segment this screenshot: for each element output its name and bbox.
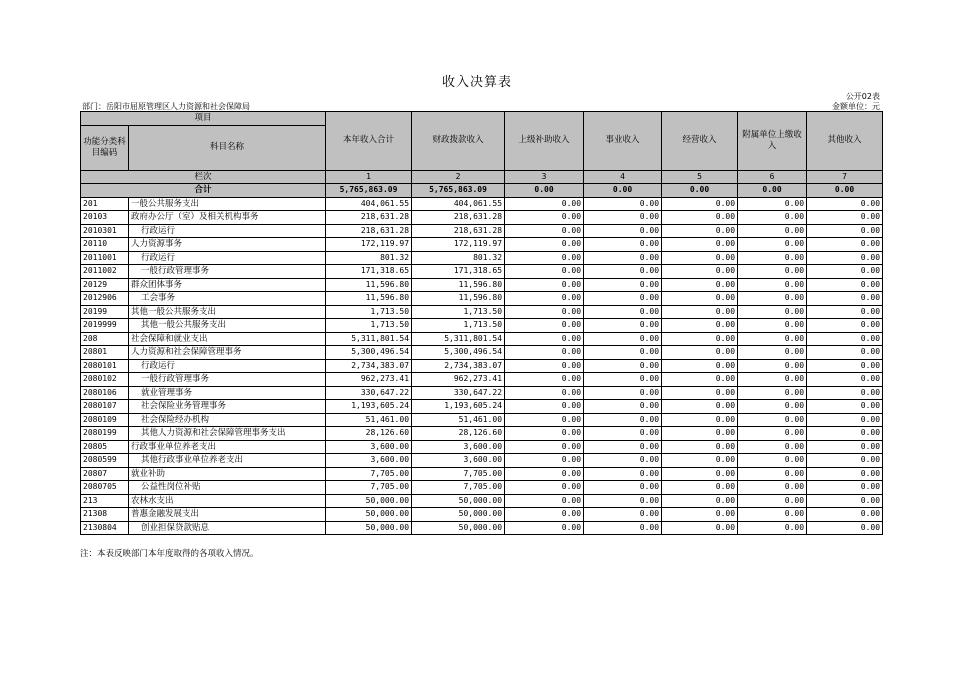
total-value: 0.00 [505,184,584,198]
row-value: 404,061.55 [326,197,412,211]
table-row [81,494,883,508]
row-value: 0.00 [662,211,738,225]
row-value: 0.00 [662,413,738,427]
header-col-3: 上级补助收入 [505,112,584,171]
row-value: 0.00 [584,494,662,508]
row-value: 0.00 [807,319,883,333]
row-value: 0.00 [738,386,807,400]
row-value: 1,713.50 [326,319,412,333]
table-row [81,508,883,522]
row-value: 0.00 [807,197,883,211]
row-value: 0.00 [662,386,738,400]
row-value: 0.00 [662,359,738,373]
row-value: 0.00 [584,238,662,252]
row-value: 0.00 [662,508,738,522]
total-value: 5,765,863.09 [326,184,412,198]
table-row [81,197,883,211]
row-name: 政府办公厅（室）及相关机构事务 [129,211,326,225]
row-value: 330,647.22 [412,386,505,400]
row-code: 20110 [81,238,129,252]
row-name: 行政运行 [129,251,326,265]
row-value: 7,705.00 [412,481,505,495]
row-value: 0.00 [738,197,807,211]
row-value: 0.00 [505,400,584,414]
row-value: 3,600.00 [326,454,412,468]
row-value: 0.00 [584,319,662,333]
row-value: 0.00 [807,251,883,265]
row-value: 0.00 [584,400,662,414]
table-row [81,400,883,414]
row-value: 0.00 [584,427,662,441]
department-label: 部门：岳阳市屈原管理区人力资源和社会保障局 [82,102,250,111]
row-value: 0.00 [807,427,883,441]
row-label: 栏次 [81,170,326,184]
row-value: 1,713.50 [412,305,505,319]
row-value: 0.00 [662,238,738,252]
row-value: 0.00 [738,278,807,292]
row-value: 0.00 [505,278,584,292]
row-value: 11,596.80 [326,292,412,306]
row-value: 0.00 [738,292,807,306]
table-row [81,251,883,265]
row-value: 0.00 [738,521,807,535]
row-value: 0.00 [807,521,883,535]
table-row [81,386,883,400]
row-value: 0.00 [738,413,807,427]
row-value: 0.00 [662,494,738,508]
table-row [81,373,883,387]
row-value: 0.00 [807,373,883,387]
row-code: 20807 [81,467,129,481]
table-row [81,224,883,238]
table-row [81,359,883,373]
row-value: 0.00 [662,427,738,441]
row-value: 962,273.41 [326,373,412,387]
col-number: 6 [738,170,807,184]
row-value: 7,705.00 [326,467,412,481]
row-value: 0.00 [807,481,883,495]
row-value: 0.00 [738,481,807,495]
row-name: 就业补助 [129,467,326,481]
row-code: 2080102 [81,373,129,387]
row-value: 0.00 [662,467,738,481]
row-value: 0.00 [584,265,662,279]
row-code: 208 [81,332,129,346]
row-value: 0.00 [584,413,662,427]
row-name: 人力资源和社会保障管理事务 [129,346,326,360]
unit-label: 金额单位：元 [832,102,880,111]
row-value: 0.00 [738,211,807,225]
row-value: 0.00 [505,292,584,306]
row-value: 0.00 [807,440,883,454]
row-code: 2010301 [81,224,129,238]
col-number: 7 [807,170,883,184]
row-value: 0.00 [584,440,662,454]
row-value: 0.00 [662,197,738,211]
row-value: 0.00 [738,508,807,522]
row-value: 28,126.60 [412,427,505,441]
row-value: 0.00 [505,481,584,495]
row-value: 0.00 [505,521,584,535]
table-row [81,467,883,481]
row-value: 0.00 [807,238,883,252]
row-value: 172,119.97 [326,238,412,252]
table-row [81,454,883,468]
table-row [81,346,883,360]
row-value: 0.00 [505,454,584,468]
row-code: 20805 [81,440,129,454]
row-value: 50,000.00 [412,521,505,535]
row-value: 0.00 [738,319,807,333]
row-value: 1,713.50 [412,319,505,333]
row-value: 0.00 [738,346,807,360]
row-name: 其他行政事业单位养老支出 [129,454,326,468]
row-value: 7,705.00 [412,467,505,481]
row-value: 7,705.00 [326,481,412,495]
row-value: 0.00 [662,278,738,292]
row-value: 0.00 [584,508,662,522]
row-value: 0.00 [738,400,807,414]
row-value: 330,647.22 [326,386,412,400]
row-value: 0.00 [505,332,584,346]
row-value: 50,000.00 [412,494,505,508]
row-name: 创业担保贷款贴息 [129,521,326,535]
row-value: 50,000.00 [326,494,412,508]
row-value: 0.00 [505,373,584,387]
header-col-7: 其他收入 [807,112,883,171]
row-code: 201 [81,197,129,211]
row-value: 0.00 [584,373,662,387]
row-value: 11,596.80 [412,292,505,306]
row-value: 0.00 [662,373,738,387]
row-value: 0.00 [738,332,807,346]
row-value: 0.00 [807,413,883,427]
table-row [81,211,883,225]
table-row [81,278,883,292]
row-value: 0.00 [738,440,807,454]
row-name: 人力资源事务 [129,238,326,252]
table-row [81,440,883,454]
total-value: 0.00 [662,184,738,198]
row-value: 0.00 [662,251,738,265]
row-value: 0.00 [662,319,738,333]
row-code: 2130804 [81,521,129,535]
row-value: 0.00 [807,278,883,292]
row-name: 普惠金融发展支出 [129,508,326,522]
row-code: 20801 [81,346,129,360]
row-value: 0.00 [505,211,584,225]
row-value: 0.00 [807,494,883,508]
row-value: 50,000.00 [326,521,412,535]
header-col-6: 附属单位上缴收入 [738,112,807,171]
row-value: 0.00 [584,467,662,481]
row-value: 0.00 [584,332,662,346]
table-row [81,305,883,319]
row-value: 0.00 [738,305,807,319]
row-value: 0.00 [738,454,807,468]
table-row [81,265,883,279]
row-value: 0.00 [807,359,883,373]
row-value: 5,311,801.54 [412,332,505,346]
row-code: 213 [81,494,129,508]
row-code: 2080199 [81,427,129,441]
row-value: 0.00 [584,359,662,373]
row-name: 一般公共服务支出 [129,197,326,211]
row-value: 51,461.00 [326,413,412,427]
row-value: 2,734,383.07 [412,359,505,373]
row-value: 801.32 [412,251,505,265]
row-value: 28,126.60 [326,427,412,441]
row-value: 0.00 [662,440,738,454]
header-row-1 [81,112,883,126]
row-value: 0.00 [662,332,738,346]
row-value: 0.00 [505,346,584,360]
row-value: 0.00 [662,305,738,319]
row-value: 0.00 [584,251,662,265]
row-value: 218,631.28 [326,211,412,225]
row-value: 3,600.00 [326,440,412,454]
row-value: 0.00 [662,346,738,360]
row-name: 工会事务 [129,292,326,306]
row-value: 0.00 [505,265,584,279]
row-value: 0.00 [662,224,738,238]
table-row [81,427,883,441]
table-row [81,292,883,306]
row-value: 172,119.97 [412,238,505,252]
row-value: 0.00 [807,346,883,360]
row-value: 0.00 [505,494,584,508]
row-value: 171,318.65 [412,265,505,279]
row-name: 行政运行 [129,224,326,238]
header-col-4: 事业收入 [584,112,662,171]
row-value: 11,596.80 [412,278,505,292]
row-code: 21308 [81,508,129,522]
row-value: 0.00 [807,400,883,414]
row-value: 5,300,496.54 [412,346,505,360]
col-number: 3 [505,170,584,184]
row-value: 0.00 [584,278,662,292]
row-code: 2080106 [81,386,129,400]
row-value: 0.00 [505,197,584,211]
total-value: 0.00 [807,184,883,198]
column-number-row [81,170,883,184]
table-row [81,481,883,495]
header-subject-name: 科目名称 [129,125,326,170]
total-value: 5,765,863.09 [412,184,505,198]
row-value: 0.00 [505,305,584,319]
row-value: 5,300,496.54 [326,346,412,360]
row-value: 0.00 [662,454,738,468]
row-value: 0.00 [738,238,807,252]
row-value: 0.00 [505,224,584,238]
row-name: 社会保险业务管理事务 [129,400,326,414]
row-value: 171,318.65 [326,265,412,279]
row-value: 0.00 [584,197,662,211]
table-row [81,332,883,346]
row-value: 0.00 [662,400,738,414]
row-code: 20199 [81,305,129,319]
col-number: 2 [412,170,505,184]
header-col-2: 财政拨款收入 [412,112,505,171]
row-value: 0.00 [584,224,662,238]
row-name: 社会保障和就业支出 [129,332,326,346]
row-code: 2080705 [81,481,129,495]
row-value: 0.00 [807,305,883,319]
row-code: 2011001 [81,251,129,265]
row-code: 2080101 [81,359,129,373]
row-value: 3,600.00 [412,454,505,468]
row-code: 20129 [81,278,129,292]
row-name: 行政事业单位养老支出 [129,440,326,454]
row-code: 2080109 [81,413,129,427]
row-value: 0.00 [738,359,807,373]
row-value: 50,000.00 [412,508,505,522]
page-title: 收入决算表 [441,75,512,90]
table-row [81,319,883,333]
row-value: 1,713.50 [326,305,412,319]
row-value: 962,273.41 [412,373,505,387]
row-value: 0.00 [738,427,807,441]
row-value: 0.00 [738,467,807,481]
row-value: 0.00 [662,521,738,535]
row-value: 0.00 [505,238,584,252]
header-func-code: 功能分类科目编码 [81,125,129,170]
row-value: 0.00 [505,359,584,373]
row-value: 0.00 [505,251,584,265]
row-value: 0.00 [505,467,584,481]
row-value: 5,311,801.54 [326,332,412,346]
row-value: 0.00 [738,494,807,508]
row-code: 2011002 [81,265,129,279]
row-code: 2080107 [81,400,129,414]
row-value: 0.00 [807,224,883,238]
row-value: 218,631.28 [412,211,505,225]
total-value: 0.00 [738,184,807,198]
header-item: 项目 [81,112,326,126]
row-value: 0.00 [807,211,883,225]
row-value: 0.00 [505,319,584,333]
row-value: 0.00 [584,481,662,495]
row-value: 0.00 [505,386,584,400]
row-value: 51,461.00 [412,413,505,427]
header-col-1: 本年收入合计 [326,112,412,171]
row-name: 行政运行 [129,359,326,373]
row-code: 20103 [81,211,129,225]
row-value: 3,600.00 [412,440,505,454]
row-name: 就业管理事务 [129,386,326,400]
row-value: 218,631.28 [326,224,412,238]
row-value: 1,193,605.24 [412,400,505,414]
col-number: 4 [584,170,662,184]
row-name: 一般行政管理事务 [129,373,326,387]
total-label: 合计 [81,184,326,198]
row-name: 公益性岗位补贴 [129,481,326,495]
table-row [81,413,883,427]
footnote: 注：本表反映部门本年度取得的各项收入情况。 [80,549,259,559]
row-value: 0.00 [505,413,584,427]
row-value: 0.00 [807,265,883,279]
row-value: 0.00 [584,346,662,360]
row-value: 0.00 [662,292,738,306]
row-value: 404,061.55 [412,197,505,211]
row-value: 0.00 [807,386,883,400]
row-name: 群众团体事务 [129,278,326,292]
table-row [81,521,883,535]
row-value: 0.00 [662,265,738,279]
row-name: 社会保险经办机构 [129,413,326,427]
row-name: 一般行政管理事务 [129,265,326,279]
row-value: 0.00 [807,332,883,346]
income-table [80,111,883,535]
row-value: 0.00 [584,386,662,400]
total-value: 0.00 [584,184,662,198]
row-value: 0.00 [584,454,662,468]
row-name: 其他一般公共服务支出 [129,305,326,319]
row-value: 0.00 [505,427,584,441]
row-value: 0.00 [505,440,584,454]
row-value: 801.32 [326,251,412,265]
row-value: 218,631.28 [412,224,505,238]
row-code: 2080599 [81,454,129,468]
row-value: 0.00 [505,508,584,522]
row-value: 0.00 [807,454,883,468]
row-name: 农林水支出 [129,494,326,508]
row-value: 0.00 [584,521,662,535]
row-value: 0.00 [584,211,662,225]
col-number: 5 [662,170,738,184]
row-value: 50,000.00 [326,508,412,522]
row-value: 2,734,383.07 [326,359,412,373]
row-code: 2019999 [81,319,129,333]
row-value: 0.00 [584,305,662,319]
row-value: 0.00 [738,251,807,265]
header-col-5: 经营收入 [662,112,738,171]
row-code: 2012906 [81,292,129,306]
row-value: 0.00 [807,467,883,481]
row-value: 0.00 [807,508,883,522]
row-value: 11,596.80 [326,278,412,292]
row-value: 0.00 [807,292,883,306]
total-row [81,184,883,198]
col-number: 1 [326,170,412,184]
form-code: 公开02表 [845,92,880,101]
row-value: 0.00 [584,292,662,306]
row-value: 0.00 [738,373,807,387]
row-name: 其他一般公共服务支出 [129,319,326,333]
row-name: 其他人力资源和社会保障管理事务支出 [129,427,326,441]
table-row [81,238,883,252]
row-value: 1,193,605.24 [326,400,412,414]
row-value: 0.00 [662,481,738,495]
row-value: 0.00 [738,224,807,238]
row-value: 0.00 [738,265,807,279]
